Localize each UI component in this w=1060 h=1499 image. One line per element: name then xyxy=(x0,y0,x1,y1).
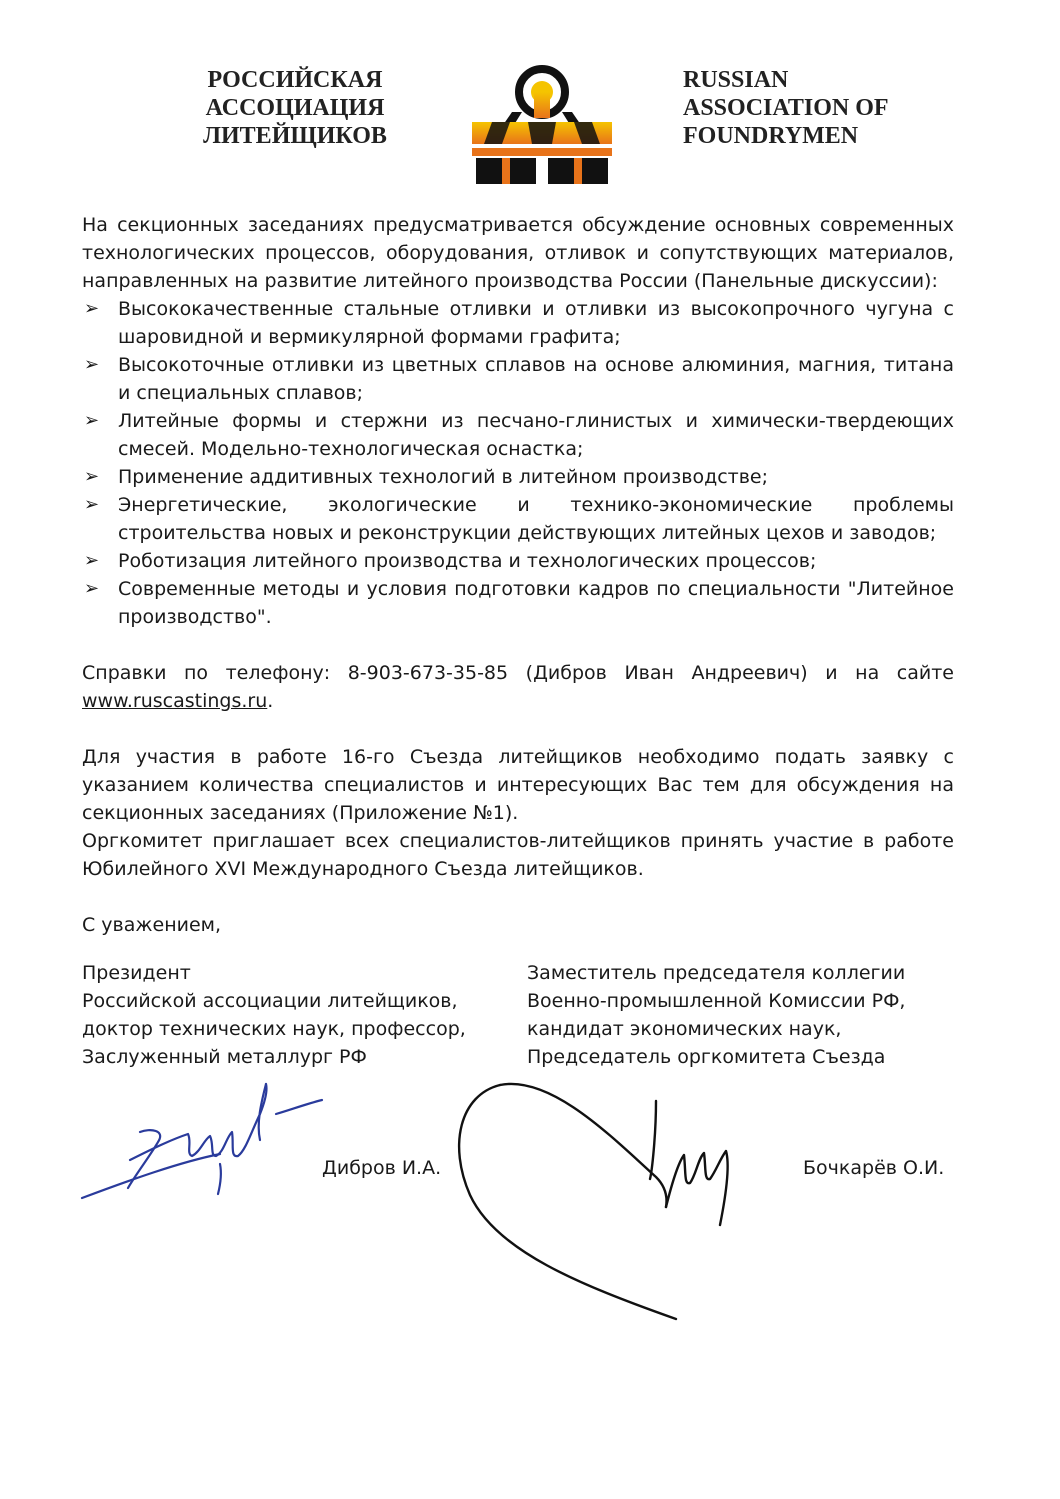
topics-list xyxy=(82,295,954,631)
arrow-bullet-icon: ➢ xyxy=(84,494,100,515)
closing-line: С уважением, xyxy=(82,914,222,936)
topic-text: Энергетические, экологические и технико-экономические проблемы строительства новых и реконструкции действующих литейных цехов и заводов; xyxy=(118,494,954,544)
org-name-en-line-2: ASSOCIATION OF xyxy=(683,95,889,121)
org-name-ru-line-1: РОССИЙСКАЯ xyxy=(207,67,383,93)
topic-text: Литейные формы и стержни из песчано-глинистых и химически-твердеющих смесей. Модельно-технологическая оснастка; xyxy=(118,410,954,460)
topic-item xyxy=(82,575,954,631)
org-name-en-line-3: FOUNDRYMEN xyxy=(683,123,859,149)
arrow-bullet-icon: ➢ xyxy=(84,466,100,487)
contact-text: Справки по телефону: 8-903-673-35-85 (Дибров Иван Андреевич) и на сайте xyxy=(82,662,954,684)
signatory-left-name: Дибров И.А. xyxy=(322,1157,442,1179)
topic-item xyxy=(82,407,954,463)
website-link[interactable]: www.ruscastings.ru xyxy=(82,690,268,712)
topic-text: Роботизация литейного производства и технологических процессов; xyxy=(118,550,817,572)
foundrymen-association-logo xyxy=(462,62,622,186)
signatory-left-line: Заслуженный металлург РФ xyxy=(82,1046,367,1068)
intro-paragraph: На секционных заседаниях предусматривается обсуждение основных современных технологических процессов, оборудования, отливок и сопутствующих материалов, направленных на развитие литейного производства России (Панельные дискуссии): xyxy=(82,214,954,292)
org-name-english xyxy=(683,66,943,150)
signature-dibrov xyxy=(70,1070,330,1210)
topic-item xyxy=(82,491,954,547)
letter-body xyxy=(82,211,954,939)
topic-item xyxy=(82,463,954,491)
signatory-left-line: Российской ассоциации литейщиков, xyxy=(82,990,458,1012)
signatory-left-title xyxy=(82,959,502,1071)
arrow-bullet-icon: ➢ xyxy=(84,410,100,431)
topic-item xyxy=(82,295,954,351)
topic-text: Высококачественные стальные отливки и отливки из высокопрочного чугуна с шаровидной и вермикулярной формами графита; xyxy=(118,298,954,348)
signatory-left-line: Президент xyxy=(82,962,191,984)
arrow-bullet-icon: ➢ xyxy=(84,550,100,571)
topic-text: Применение аддитивных технологий в литейном производстве; xyxy=(118,466,769,488)
signatory-right-line: Военно-промышленной Комиссии РФ, xyxy=(527,990,906,1012)
org-name-russian xyxy=(180,66,410,150)
signatory-right-name: Бочкарёв О.И. xyxy=(803,1157,945,1179)
topic-item xyxy=(82,547,954,575)
signatory-right-line: Заместитель председателя коллегии xyxy=(527,962,906,984)
topic-text: Высокоточные отливки из цветных сплавов на основе алюминия, магния, титана и специальных сплавов; xyxy=(118,354,954,404)
signatory-left-line: доктор технических наук, профессор, xyxy=(82,1018,466,1040)
arrow-bullet-icon: ➢ xyxy=(84,354,100,375)
signatory-right-line: Председатель оргкомитета Съезда xyxy=(527,1046,886,1068)
org-name-ru-line-2: АССОЦИАЦИЯ xyxy=(205,95,385,121)
arrow-bullet-icon: ➢ xyxy=(84,298,100,319)
org-name-ru-line-3: ЛИТЕЙЩИКОВ xyxy=(203,123,387,149)
contact-paragraph xyxy=(82,659,954,715)
signatory-right-title xyxy=(527,959,947,1071)
signatory-right-line: кандидат экономических наук, xyxy=(527,1018,842,1040)
participation-paragraph: Для участия в работе 16-го Съезда литейщиков необходимо подать заявку с указанием количества специалистов и интересующих Вас тем для обсуждения на секционных заседаниях (Приложение №1). xyxy=(82,746,954,824)
invitation-paragraph: Оргкомитет приглашает всех специалистов-литейщиков принять участие в работе Юбилейного XVI Международного Съезда литейщиков. xyxy=(82,830,954,880)
contact-after: . xyxy=(267,690,274,712)
topic-item xyxy=(82,351,954,407)
org-name-en-line-1: RUSSIAN xyxy=(683,67,789,93)
arrow-bullet-icon: ➢ xyxy=(84,578,100,599)
topic-text: Современные методы и условия подготовки кадров по специальности "Литейное производство". xyxy=(118,578,954,628)
signature-bochkarev xyxy=(440,1075,760,1325)
